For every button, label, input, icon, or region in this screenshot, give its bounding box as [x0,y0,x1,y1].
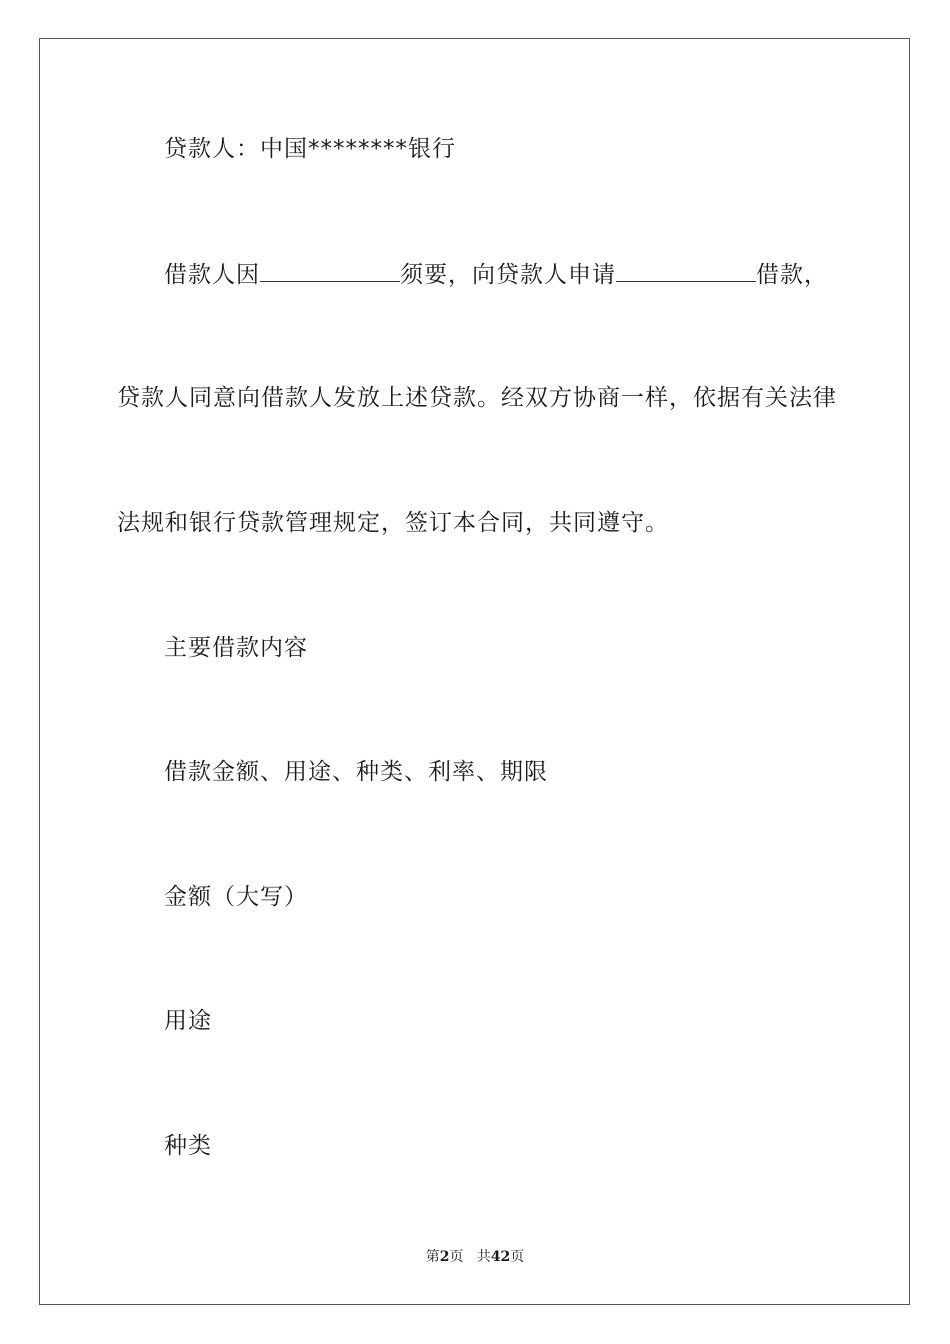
intro-suffix: 借款， [756,262,828,288]
intro-line [164,259,828,290]
page-footer [0,1247,950,1267]
item-amount: 金额（大写） [164,884,308,910]
intro-middle: 须要，向贷款人申请 [400,262,616,288]
page-number: 2 [439,1249,450,1265]
total-suffix: 页 [510,1249,525,1265]
item-type: 种类 [164,1133,212,1159]
page-border [39,38,910,1305]
item-purpose: 用途 [164,1008,212,1034]
purpose-blank[interactable] [260,259,400,282]
paragraph-line-3: 法规和银行贷款管理规定，签订本合同，共同遵守。 [117,510,669,536]
intro-prefix: 借款人因 [164,262,260,288]
lender-line: 贷款人：中国********银行 [164,136,456,162]
page-suffix: 页 [449,1249,464,1265]
section-title: 主要借款内容 [164,635,308,661]
paragraph-line-2: 贷款人同意向借款人发放上述贷款。经双方协商一样，依据有关法律 [117,385,837,411]
loan-type-blank[interactable] [616,259,756,282]
page-prefix: 第 [425,1249,440,1265]
total-prefix: 共 [476,1249,491,1265]
items-heading: 借款金额、用途、种类、利率、期限 [164,759,548,785]
total-pages: 42 [490,1249,511,1265]
